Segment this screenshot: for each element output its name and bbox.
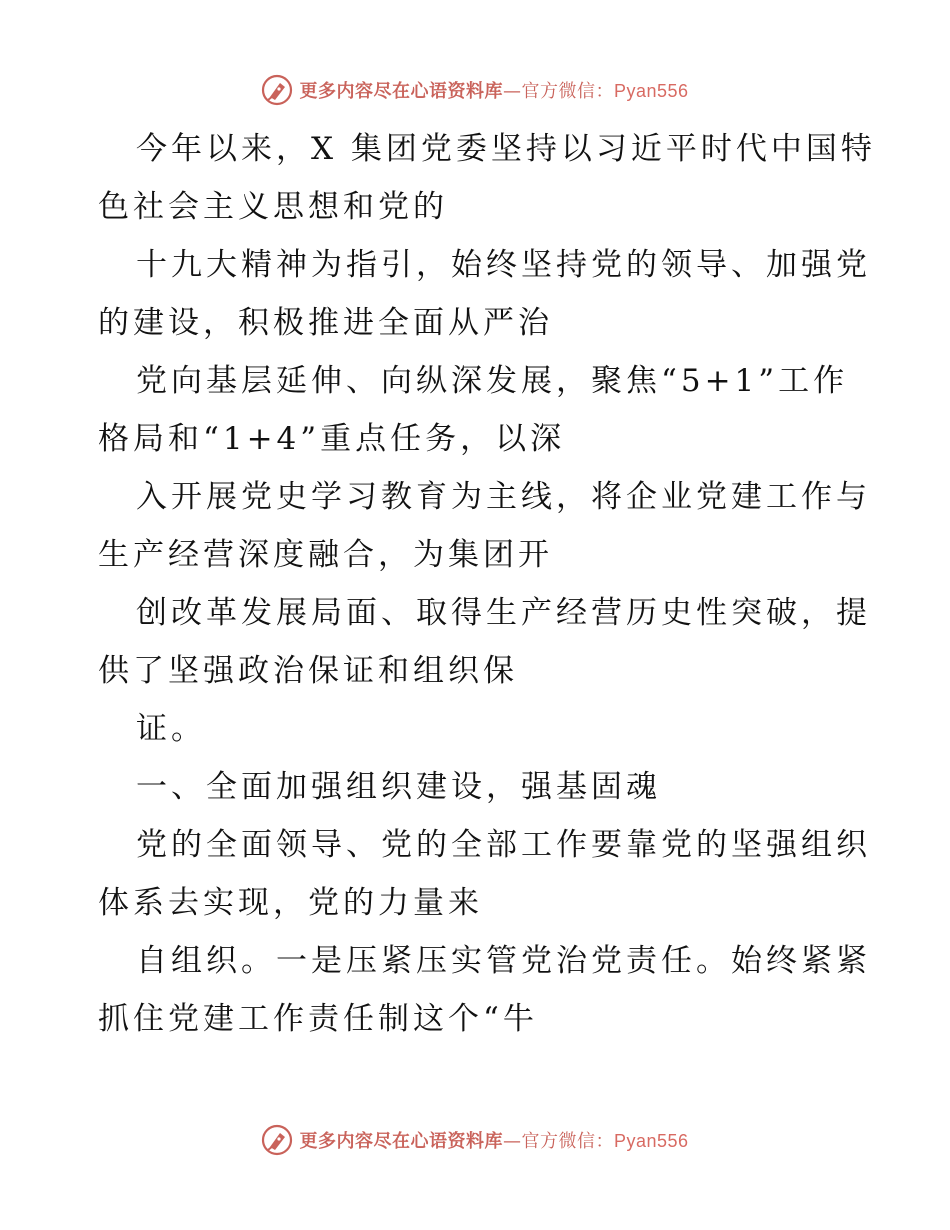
text-line: [98, 294, 858, 352]
watermark-wechat-id: Pyan556: [613, 1131, 689, 1151]
text-line: [98, 120, 876, 178]
line-text: 生产经营深度融合，为集团开: [98, 537, 553, 573]
pen-nib-seal-icon: [261, 1124, 293, 1156]
text-line: [98, 178, 858, 236]
text-line: [98, 758, 858, 816]
line-text: 今年以来，X 集团党委坚持以习近平时代中国特: [136, 131, 876, 167]
line-text: 供了坚强政治保证和组织保: [98, 653, 518, 689]
text-line: [98, 468, 871, 526]
line-text: 的建设，积极推进全面从严治: [98, 305, 553, 341]
line-text: 自组织。一是压紧压实管党治党责任。始终紧紧: [136, 943, 871, 979]
line-text: 体系去实现，党的力量来: [98, 885, 483, 921]
text-line: [98, 932, 871, 990]
line-text: 入开展党史学习教育为主线，将企业党建工作与: [136, 479, 871, 515]
watermark-wechat-id: Pyan556: [613, 81, 689, 101]
text-line: [98, 584, 871, 642]
watermark-brand: 更多内容尽在心语资料库: [299, 1131, 503, 1152]
watermark-label: 官方微信：: [521, 1131, 614, 1152]
text-line: [98, 410, 858, 468]
line-text: 抓住党建工作责任制这个“牛: [98, 1001, 538, 1037]
text-line: [98, 700, 858, 758]
watermark-label: 官方微信：: [521, 81, 614, 102]
text-line: [98, 236, 871, 294]
text-line: [98, 874, 858, 932]
text-line: [98, 990, 858, 1048]
document-body: [98, 120, 876, 1048]
pen-nib-seal-icon: [261, 74, 293, 106]
line-text: 党的全面领导、党的全部工作要靠党的坚强组织: [136, 827, 871, 863]
watermark-separator: —: [502, 81, 522, 102]
watermark-separator: —: [502, 1131, 522, 1152]
text-line: [98, 642, 858, 700]
line-text: 创改革发展局面、取得生产经营历史性突破，提: [136, 595, 871, 631]
text-line: [98, 352, 858, 410]
line-text: 证。: [136, 711, 206, 747]
text-line: [98, 816, 871, 874]
line-text: 党向基层延伸、向纵深发展，聚焦“5+1”工作: [136, 363, 849, 399]
watermark-brand: 更多内容尽在心语资料库: [299, 81, 503, 102]
footer-watermark: [0, 1120, 950, 1160]
line-text: 十九大精神为指引，始终坚持党的领导、加强党: [136, 247, 871, 283]
line-text: 色社会主义思想和党的: [98, 189, 448, 225]
text-line: [98, 526, 858, 584]
line-text: 格局和“1+4”重点任务，以深: [98, 421, 566, 457]
header-watermark: [0, 70, 950, 110]
line-text: 一、全面加强组织建设，强基固魂: [136, 769, 661, 805]
